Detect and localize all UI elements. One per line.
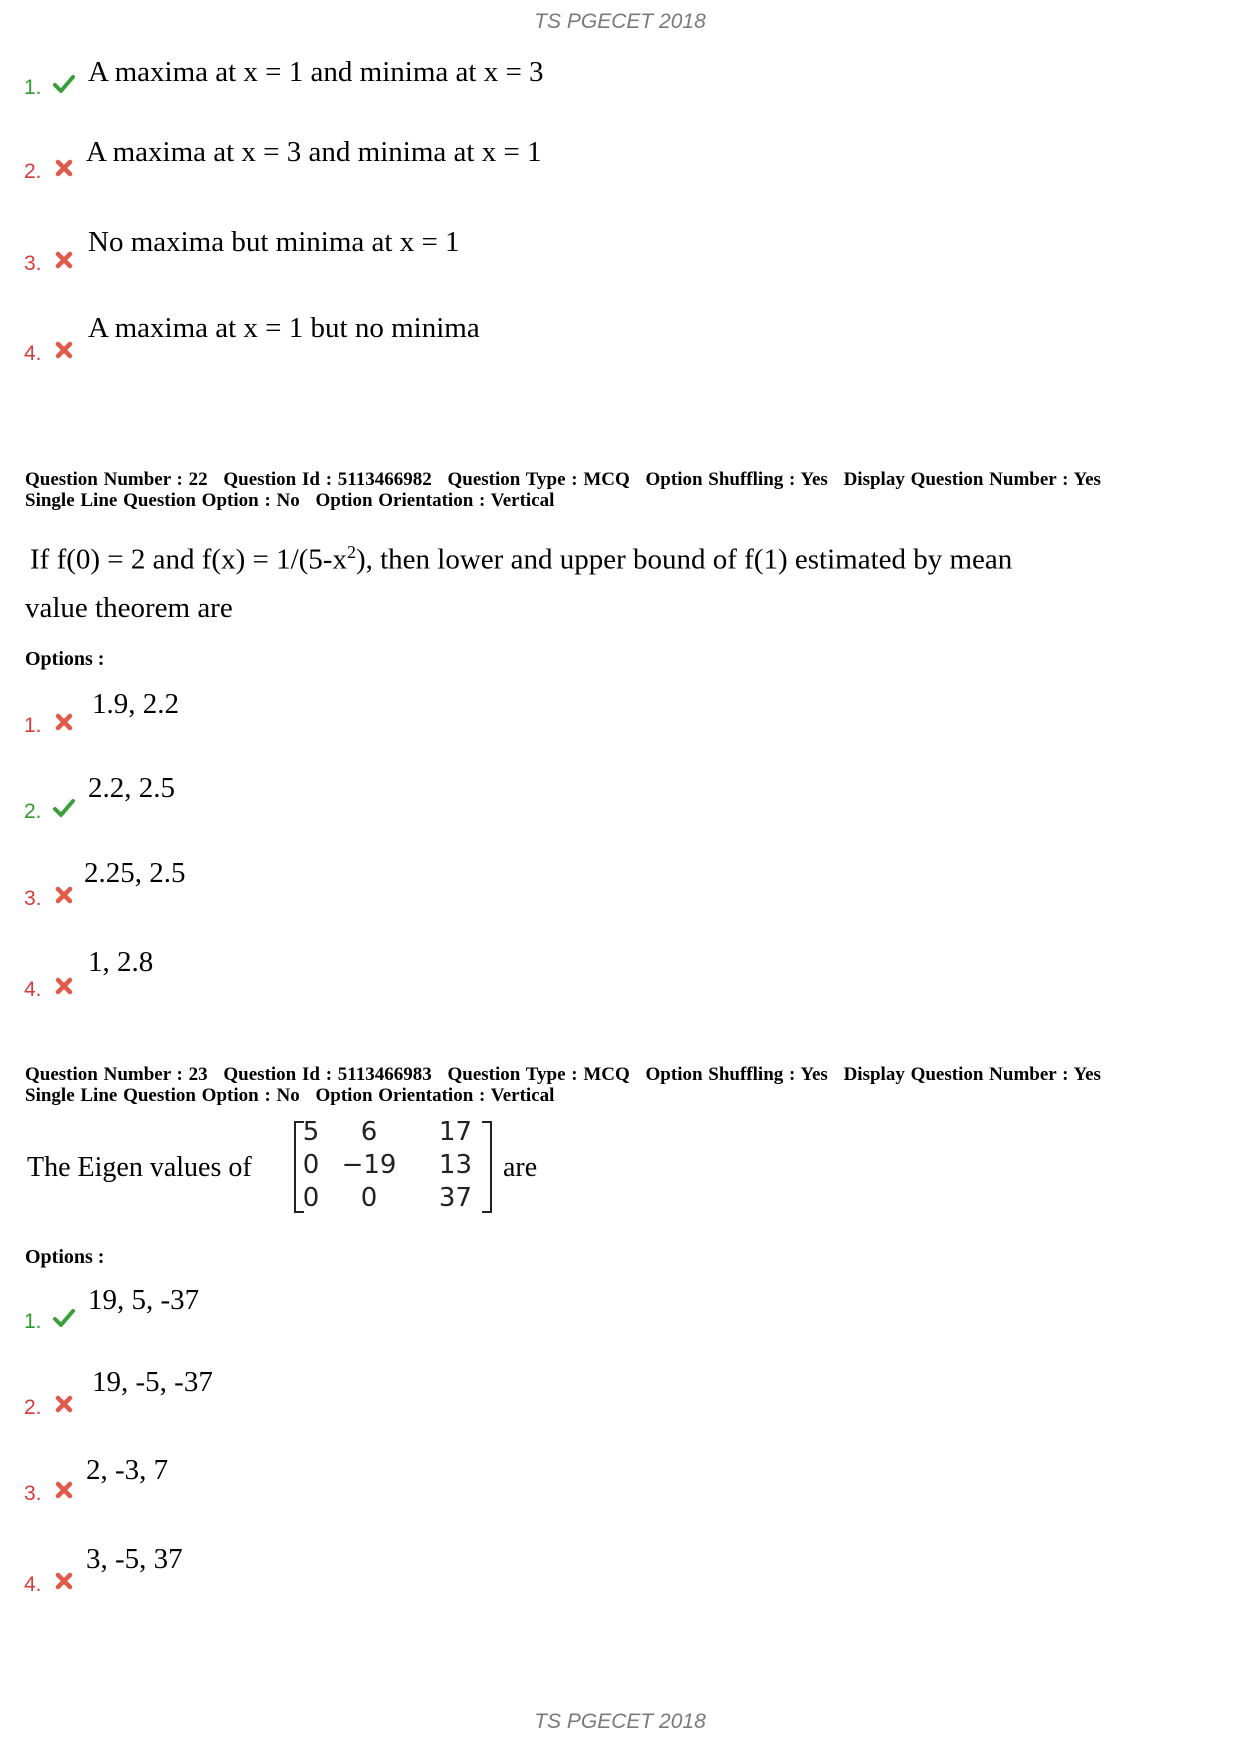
wrong-cross-icon <box>52 1478 76 1502</box>
wrong-cross-icon <box>52 883 76 907</box>
stem-text: ), then lower and upper bound of f(1) estimated by mean <box>355 543 1013 576</box>
stem-superscript: 2 <box>346 542 356 562</box>
option-number: 4. <box>24 978 42 1001</box>
option-number: 1. <box>24 714 42 737</box>
option-text: 19, 5, -37 <box>88 1284 200 1316</box>
q22-options-label: Options : <box>25 648 105 670</box>
option-text: 1, 2.8 <box>88 946 154 978</box>
wrong-cross-icon <box>52 248 76 272</box>
wrong-cross-icon <box>52 710 76 734</box>
wrong-cross-icon <box>52 1569 76 1593</box>
q23-meta-line-1 <box>25 1064 1111 1085</box>
matrix-cell: 0 <box>360 1183 378 1213</box>
matrix-cell: 17 <box>438 1117 472 1147</box>
wrong-cross-icon <box>52 156 76 180</box>
matrix-cell: 0 <box>302 1150 320 1180</box>
option-number: 2. <box>24 800 42 823</box>
question-number: Question Number : 23 <box>25 1064 208 1085</box>
matrix-cell: 6 <box>360 1117 378 1147</box>
option-number: 1. <box>24 76 42 99</box>
correct-check-icon <box>52 796 76 820</box>
option-number: 3. <box>24 887 42 910</box>
matrix-right-bracket <box>482 1121 492 1213</box>
option-text: A maxima at x = 1 and minima at x = 3 <box>88 56 544 88</box>
option-text: No maxima but minima at x = 1 <box>88 226 460 258</box>
option-number: 4. <box>24 1573 42 1596</box>
stem-text: The Eigen values of <box>27 1152 252 1183</box>
q23-meta-line-2 <box>25 1085 564 1106</box>
question-number: Question Number : 22 <box>25 469 208 490</box>
option-number: 2. <box>24 160 42 183</box>
question-id: Question Id : 5113466982 <box>223 469 432 490</box>
question-type: Question Type : MCQ <box>447 469 630 490</box>
matrix-cell: −19 <box>341 1150 397 1180</box>
option-text: A maxima at x = 3 and minima at x = 1 <box>86 136 542 168</box>
single-line-option: Single Line Question Option : No <box>25 490 300 511</box>
stem-text: are <box>503 1152 538 1183</box>
option-orientation: Option Orientation : Vertical <box>315 490 555 511</box>
option-number: 3. <box>24 252 42 275</box>
page-header: TS PGECET 2018 <box>534 10 706 33</box>
option-text: 3, -5, 37 <box>86 1543 183 1575</box>
matrix-cell: 0 <box>302 1183 320 1213</box>
single-line-option: Single Line Question Option : No <box>25 1085 300 1106</box>
option-text: 2.25, 2.5 <box>84 857 186 889</box>
q22-question-stem-line-2: value theorem are <box>25 592 233 624</box>
wrong-cross-icon <box>52 338 76 362</box>
wrong-cross-icon <box>52 974 76 998</box>
question-id: Question Id : 5113466983 <box>223 1064 432 1085</box>
display-question-number: Display Question Number : Yes <box>843 1064 1101 1085</box>
q23-question-stem <box>27 1117 627 1217</box>
display-question-number: Display Question Number : Yes <box>843 469 1101 490</box>
correct-check-icon <box>52 1306 76 1330</box>
stem-text: If f(0) = 2 and f(x) = 1/(5-x <box>30 543 347 576</box>
option-number: 2. <box>24 1396 42 1419</box>
question-type: Question Type : MCQ <box>447 1064 630 1085</box>
option-number: 3. <box>24 1482 42 1505</box>
q22-meta-line-1 <box>25 469 1111 490</box>
wrong-cross-icon <box>52 1392 76 1416</box>
option-text: 2, -3, 7 <box>86 1454 169 1486</box>
option-text: 1.9, 2.2 <box>92 688 179 720</box>
q22-meta-line-2 <box>25 490 564 511</box>
option-shuffling: Option Shuffling : Yes <box>645 1064 828 1085</box>
option-number: 1. <box>24 1310 42 1333</box>
matrix-cell: 5 <box>302 1117 320 1147</box>
option-shuffling: Option Shuffling : Yes <box>645 469 828 490</box>
q22-question-stem <box>30 524 1012 588</box>
correct-check-icon <box>52 72 76 96</box>
matrix-cell: 37 <box>438 1183 472 1213</box>
matrix-cell: 13 <box>438 1150 472 1180</box>
option-orientation: Option Orientation : Vertical <box>315 1085 555 1106</box>
option-text: 19, -5, -37 <box>92 1366 213 1398</box>
eigen-matrix <box>292 1117 492 1217</box>
option-text: A maxima at x = 1 but no minima <box>88 312 480 344</box>
option-text: 2.2, 2.5 <box>88 772 175 804</box>
q23-options-label: Options : <box>25 1246 105 1268</box>
option-number: 4. <box>24 342 42 365</box>
page-footer: TS PGECET 2018 <box>534 1710 706 1733</box>
